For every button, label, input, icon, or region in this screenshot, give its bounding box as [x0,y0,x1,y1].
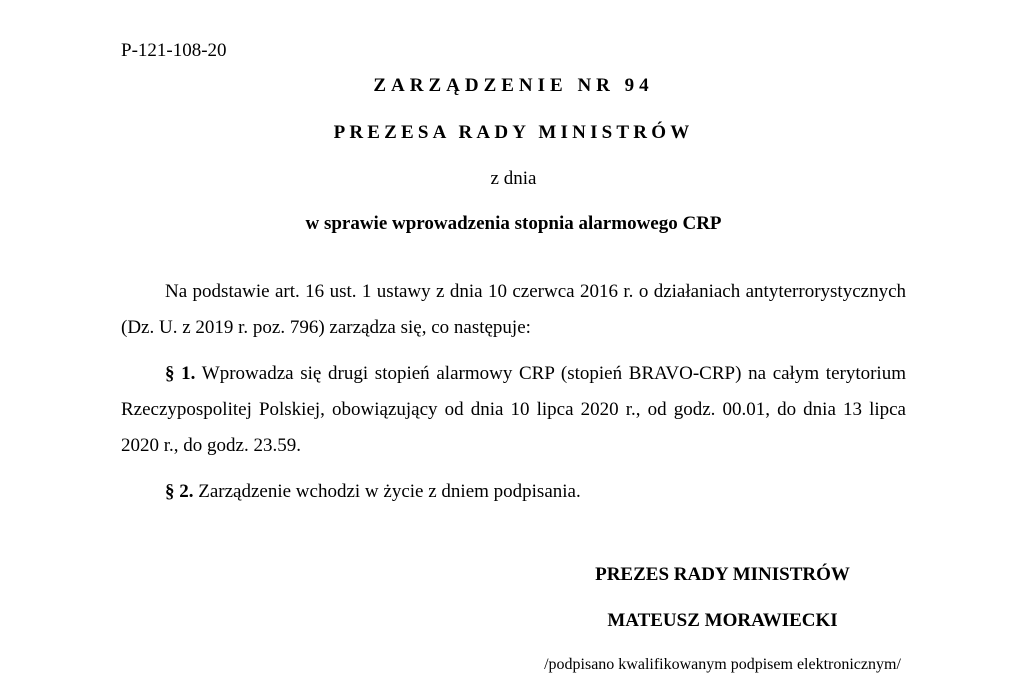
signature-note: /podpisano kwalifikowanym podpisem elektronicznym/ [544,656,901,673]
document-issuer: PREZESA RADY MINISTRÓW [333,122,694,143]
section-2-marker: § 2. [165,481,194,502]
section-1-paragraph [121,356,906,464]
document-subject: w sprawie wprowadzenia stopnia alarmowego CRP [305,213,722,234]
section-1-text: Wprowadza się drugi stopień alarmowy CRP (stopień BRAVO-CRP) na całym terytorium Rzeczypospolitej Polskiej, obowiązujący od dnia 10 lipca 2020 r., od godz. 00.01, do dnia 13 lipca 2020 r., do godz. 23.59. [121,363,906,456]
preamble-paragraph: Na podstawie art. 16 ust. 1 ustawy z dnia 10 czerwca 2016 r. o działaniach antyterrorystycznych (Dz. U. z 2019 r. poz. 796) zarządza się, co następuje: [121,281,906,338]
document-date: z dnia [490,168,537,189]
signature-office: PREZES RADY MINISTRÓW [595,564,850,585]
section-1-marker: § 1. [165,363,196,384]
document-title: ZARZĄDZENIE NR 94 [373,75,654,96]
document-reference: P-121-108-20 [121,40,227,61]
section-2-text: Zarządzenie wchodzi w życie z dniem podpisania. [198,481,581,502]
signature-name: MATEUSZ MORAWIECKI [607,610,838,631]
section-2-paragraph [121,474,906,510]
